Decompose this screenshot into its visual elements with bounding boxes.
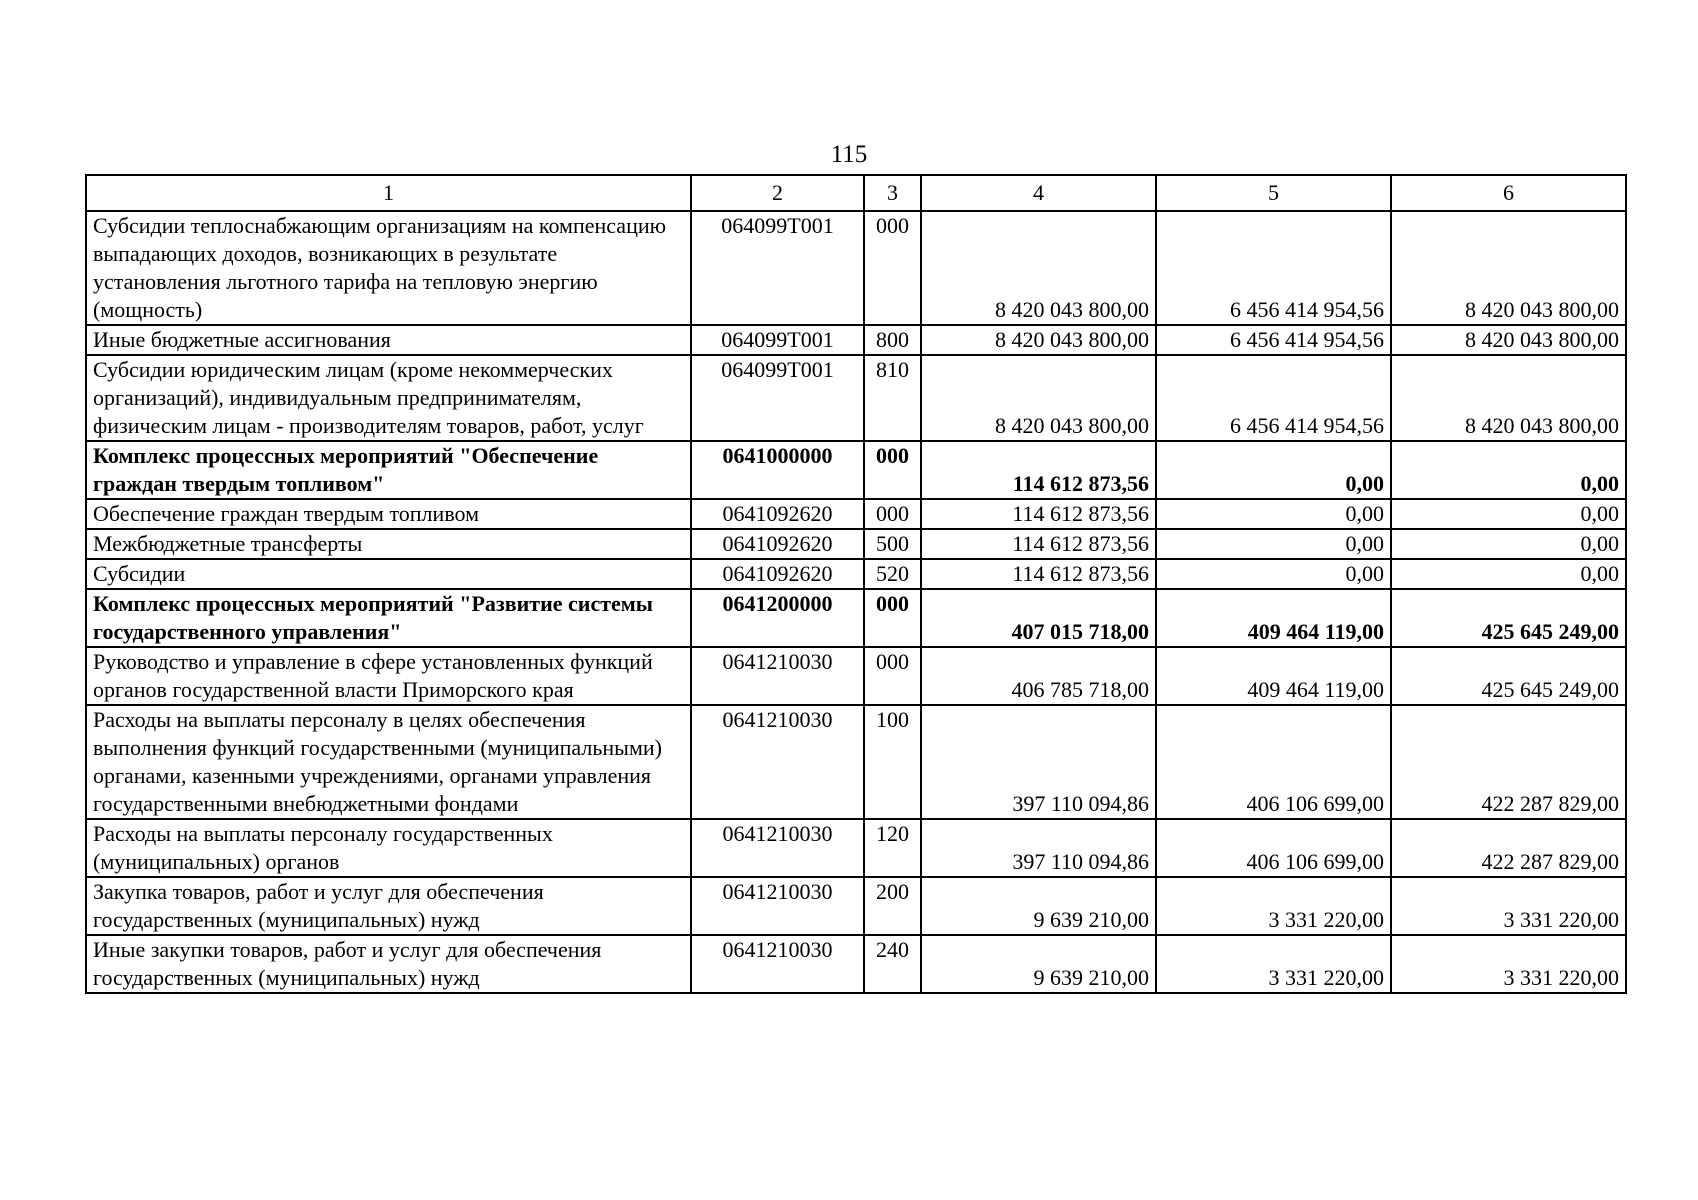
row-expense-type-cell: 800 [864, 325, 921, 355]
column-header: 6 [1391, 175, 1626, 211]
table-row [86, 589, 1626, 647]
row-amount-col5-cell: 3 331 220,00 [1156, 877, 1391, 935]
header-row [86, 175, 1626, 211]
row-expense-type-cell: 500 [864, 529, 921, 559]
row-amount-col4-cell: 8 420 043 800,00 [921, 211, 1156, 325]
row-name-cell: Межбюджетные трансферты [86, 529, 691, 559]
row-amount-col5-cell: 0,00 [1156, 559, 1391, 589]
row-code-cell: 0641210030 [691, 647, 864, 705]
row-amount-col6-cell: 3 331 220,00 [1391, 877, 1626, 935]
table-row [86, 441, 1626, 499]
column-header: 2 [691, 175, 864, 211]
row-expense-type-cell: 810 [864, 355, 921, 441]
row-name-cell: Закупка товаров, работ и услуг для обеспечения государственных (муниципальных) нужд [86, 877, 691, 935]
row-expense-type-cell: 100 [864, 705, 921, 819]
row-expense-type-cell: 240 [864, 935, 921, 993]
column-header: 5 [1156, 175, 1391, 211]
row-amount-col6-cell: 0,00 [1391, 441, 1626, 499]
budget-table [85, 174, 1627, 994]
table-row [86, 819, 1626, 877]
row-code-cell: 0641210030 [691, 819, 864, 877]
row-amount-col6-cell: 422 287 829,00 [1391, 705, 1626, 819]
row-code-cell: 064099Т001 [691, 211, 864, 325]
row-name-cell: Иные бюджетные ассигнования [86, 325, 691, 355]
row-expense-type-cell: 000 [864, 499, 921, 529]
row-name-cell: Руководство и управление в сфере установленных функций органов государственной власти Приморского края [86, 647, 691, 705]
table-row [86, 935, 1626, 993]
row-amount-col5-cell: 406 106 699,00 [1156, 705, 1391, 819]
row-code-cell: 0641200000 [691, 589, 864, 647]
row-expense-type-cell: 000 [864, 647, 921, 705]
row-amount-col6-cell: 8 420 043 800,00 [1391, 325, 1626, 355]
table-row [86, 877, 1626, 935]
table-row [86, 529, 1626, 559]
row-expense-type-cell: 000 [864, 589, 921, 647]
row-amount-col4-cell: 114 612 873,56 [921, 529, 1156, 559]
row-code-cell: 0641210030 [691, 935, 864, 993]
table-row [86, 211, 1626, 325]
table-row [86, 325, 1626, 355]
row-amount-col4-cell: 397 110 094,86 [921, 819, 1156, 877]
row-code-cell: 064099Т001 [691, 355, 864, 441]
row-amount-col4-cell: 9 639 210,00 [921, 877, 1156, 935]
row-code-cell: 064099Т001 [691, 325, 864, 355]
row-name-cell: Субсидии юридическим лицам (кроме некоммерческих организаций), индивидуальным предпринимателям, физическим лицам - производителям товаров, работ, услуг [86, 355, 691, 441]
row-name-cell: Расходы на выплаты персоналу государственных (муниципальных) органов [86, 819, 691, 877]
row-amount-col4-cell: 406 785 718,00 [921, 647, 1156, 705]
row-code-cell: 0641000000 [691, 441, 864, 499]
row-amount-col5-cell: 409 464 119,00 [1156, 647, 1391, 705]
row-amount-col4-cell: 8 420 043 800,00 [921, 355, 1156, 441]
row-amount-col6-cell: 425 645 249,00 [1391, 647, 1626, 705]
table-row [86, 647, 1626, 705]
row-amount-col4-cell: 114 612 873,56 [921, 441, 1156, 499]
row-amount-col4-cell: 397 110 094,86 [921, 705, 1156, 819]
row-name-cell: Комплекс процессных мероприятий "Развитие системы государственного управления" [86, 589, 691, 647]
row-amount-col5-cell: 406 106 699,00 [1156, 819, 1391, 877]
row-expense-type-cell: 200 [864, 877, 921, 935]
row-amount-col6-cell: 8 420 043 800,00 [1391, 355, 1626, 441]
row-amount-col4-cell: 114 612 873,56 [921, 559, 1156, 589]
row-amount-col4-cell: 407 015 718,00 [921, 589, 1156, 647]
row-amount-col4-cell: 8 420 043 800,00 [921, 325, 1156, 355]
table-row [86, 355, 1626, 441]
row-amount-col5-cell: 6 456 414 954,56 [1156, 211, 1391, 325]
column-header: 3 [864, 175, 921, 211]
row-code-cell: 0641092620 [691, 529, 864, 559]
row-amount-col5-cell: 6 456 414 954,56 [1156, 325, 1391, 355]
row-amount-col5-cell: 0,00 [1156, 441, 1391, 499]
row-expense-type-cell: 520 [864, 559, 921, 589]
row-amount-col6-cell: 8 420 043 800,00 [1391, 211, 1626, 325]
row-amount-col4-cell: 114 612 873,56 [921, 499, 1156, 529]
row-expense-type-cell: 120 [864, 819, 921, 877]
row-amount-col5-cell: 0,00 [1156, 529, 1391, 559]
row-amount-col5-cell: 6 456 414 954,56 [1156, 355, 1391, 441]
row-code-cell: 0641092620 [691, 499, 864, 529]
table-row [86, 499, 1626, 529]
row-expense-type-cell: 000 [864, 441, 921, 499]
row-name-cell: Иные закупки товаров, работ и услуг для обеспечения государственных (муниципальных) нужд [86, 935, 691, 993]
row-expense-type-cell: 000 [864, 211, 921, 325]
row-code-cell: 0641210030 [691, 705, 864, 819]
row-amount-col5-cell: 0,00 [1156, 499, 1391, 529]
row-code-cell: 0641210030 [691, 877, 864, 935]
row-amount-col6-cell: 3 331 220,00 [1391, 935, 1626, 993]
row-amount-col6-cell: 0,00 [1391, 529, 1626, 559]
table-row [86, 705, 1626, 819]
row-amount-col4-cell: 9 639 210,00 [921, 935, 1156, 993]
row-name-cell: Комплекс процессных мероприятий "Обеспечение граждан твердым топливом" [86, 441, 691, 499]
row-amount-col6-cell: 0,00 [1391, 499, 1626, 529]
column-header: 1 [86, 175, 691, 211]
row-amount-col6-cell: 0,00 [1391, 559, 1626, 589]
table-row [86, 559, 1626, 589]
row-amount-col5-cell: 3 331 220,00 [1156, 935, 1391, 993]
page-number: 115 [830, 141, 868, 168]
row-amount-col5-cell: 409 464 119,00 [1156, 589, 1391, 647]
row-name-cell: Субсидии [86, 559, 691, 589]
row-amount-col6-cell: 425 645 249,00 [1391, 589, 1626, 647]
row-name-cell: Субсидии теплоснабжающим организациям на компенсацию выпадающих доходов, возникающих в результате установления льготного тарифа на тепловую энергию (мощность) [86, 211, 691, 325]
column-header: 4 [921, 175, 1156, 211]
row-name-cell: Обеспечение граждан твердым топливом [86, 499, 691, 529]
row-name-cell: Расходы на выплаты персоналу в целях обеспечения выполнения функций государственными (муниципальными) органами, казенными учреждениями, органами управления государственными внебюджетными фондами [86, 705, 691, 819]
row-amount-col6-cell: 422 287 829,00 [1391, 819, 1626, 877]
row-code-cell: 0641092620 [691, 559, 864, 589]
